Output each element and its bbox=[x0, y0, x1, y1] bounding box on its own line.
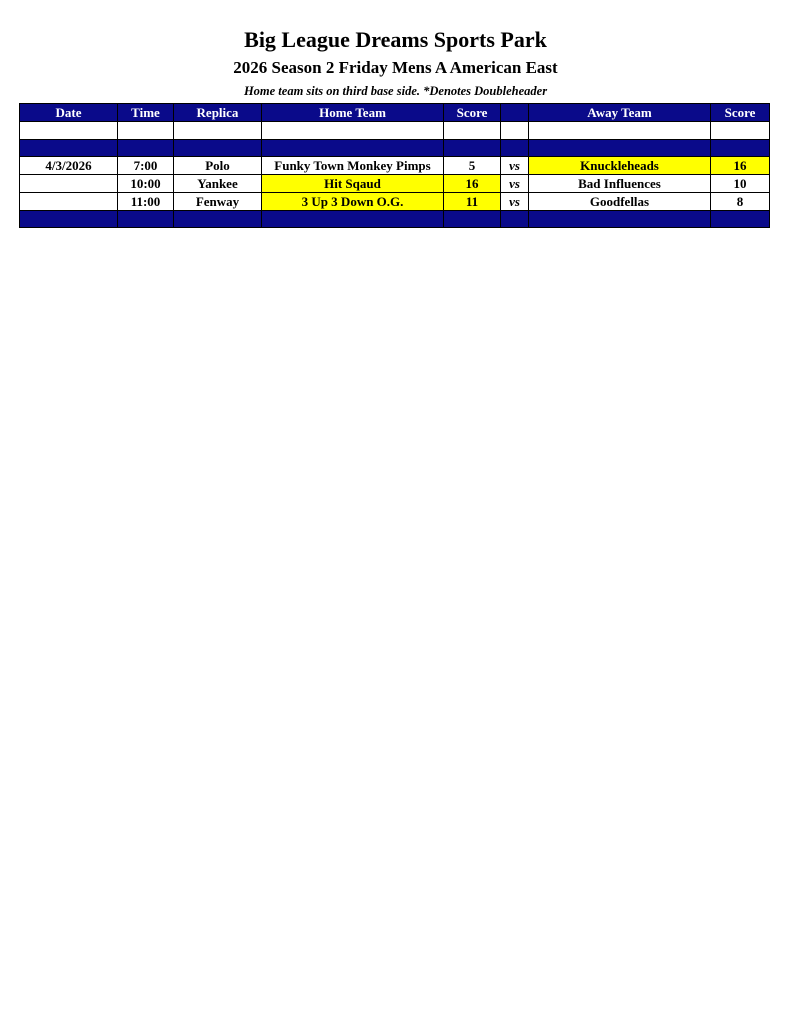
page-subtitle: 2026 Season 2 Friday Mens A American East bbox=[233, 58, 558, 77]
game-away-team: Knuckleheads bbox=[529, 157, 711, 175]
game-replica: Yankee bbox=[174, 175, 262, 193]
game-time: 11:00 bbox=[118, 193, 174, 211]
blank-row bbox=[20, 122, 770, 140]
header-row bbox=[20, 104, 770, 122]
table-row bbox=[20, 175, 770, 193]
col-header-home-team: Home Team bbox=[262, 104, 444, 122]
game-away-score: 8 bbox=[711, 193, 770, 211]
game-replica: Fenway bbox=[174, 193, 262, 211]
col-header-home-score: Score bbox=[444, 104, 501, 122]
game-vs: vs bbox=[501, 157, 529, 175]
col-header-time: Time bbox=[118, 104, 174, 122]
game-date bbox=[20, 175, 118, 193]
game-away-score: 10 bbox=[711, 175, 770, 193]
col-header-vs bbox=[501, 104, 529, 122]
game-away-team: Bad Influences bbox=[529, 175, 711, 193]
page-title: Big League Dreams Sports Park bbox=[244, 27, 547, 52]
game-home-team: Hit Sqaud bbox=[262, 175, 444, 193]
game-home-score: 5 bbox=[444, 157, 501, 175]
game-away-team: Goodfellas bbox=[529, 193, 711, 211]
game-home-team: Funky Town Monkey Pimps bbox=[262, 157, 444, 175]
game-home-team: 3 Up 3 Down O.G. bbox=[262, 193, 444, 211]
game-vs: vs bbox=[501, 193, 529, 211]
game-home-score: 16 bbox=[444, 175, 501, 193]
footer-bar-row bbox=[20, 211, 770, 228]
table-row bbox=[20, 157, 770, 175]
game-time: 7:00 bbox=[118, 157, 174, 175]
schedule-table bbox=[19, 103, 770, 228]
game-date bbox=[20, 193, 118, 211]
col-header-away-score: Score bbox=[711, 104, 770, 122]
col-header-date: Date bbox=[20, 104, 118, 122]
game-date: 4/3/2026 bbox=[20, 157, 118, 175]
col-header-away-team: Away Team bbox=[529, 104, 711, 122]
col-header-replica: Replica bbox=[174, 104, 262, 122]
separator-bar-row bbox=[20, 140, 770, 157]
table-row bbox=[20, 193, 770, 211]
game-time: 10:00 bbox=[118, 175, 174, 193]
page-note: Home team sits on third base side. *Denotes Doubleheader bbox=[243, 84, 548, 98]
game-away-score: 16 bbox=[711, 157, 770, 175]
game-home-score: 11 bbox=[444, 193, 501, 211]
game-vs: vs bbox=[501, 175, 529, 193]
game-replica: Polo bbox=[174, 157, 262, 175]
